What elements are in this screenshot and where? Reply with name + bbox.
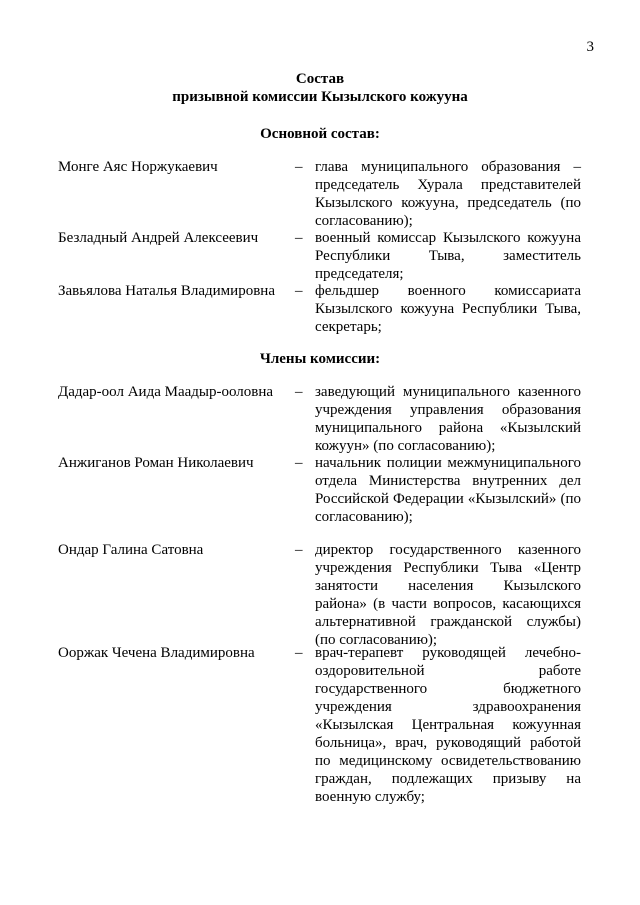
member-name: Анжиганов Роман Николаевич: [58, 455, 254, 471]
member-dash: –: [295, 645, 303, 661]
member-role: фельдшер военного комиссариата Кызылского кожууна Республики Тыва, секретарь;: [315, 283, 581, 335]
member-dash: –: [295, 159, 303, 175]
member-name: Дадар-оол Аида Маадыр-ооловна: [58, 384, 274, 400]
title-line-1: Состав: [295, 71, 345, 87]
main-member-row: [58, 158, 592, 229]
document-title: [0, 70, 640, 106]
member-role: заведующий муниципального казенного учреждения управления образования муниципального района «Кызылский кожуун» (по согласованию);: [315, 384, 581, 454]
commission-member-row: [58, 541, 592, 648]
main-member-row: [58, 282, 592, 335]
member-role: начальник полиции межмуниципального отдела Министерства внутренних дел Российской Федерации «Кызылский» (по согласованию);: [315, 455, 581, 525]
member-dash: –: [295, 230, 303, 246]
main-member-row: [58, 229, 592, 282]
commission-member-row: [58, 644, 592, 805]
member-dash: –: [295, 384, 303, 400]
member-name: Завьялова Наталья Владимировна: [58, 283, 275, 299]
member-dash: –: [295, 283, 303, 299]
commission-member-row: [58, 383, 592, 454]
member-role: глава муниципального образования – председатель Хурала представителей Кызылского кожууна, председатель (по согласованию);: [315, 159, 581, 229]
title-line-2: призывной комиссии Кызылского кожууна: [172, 89, 468, 105]
member-dash: –: [295, 542, 303, 558]
member-name: Ондар Галина Сатовна: [58, 542, 204, 558]
member-name: Ооржак Чечена Владимировна: [58, 645, 255, 661]
page-number: 3: [586, 39, 594, 55]
member-dash: –: [295, 455, 303, 471]
member-name: Монге Аяс Норжукаевич: [58, 159, 218, 175]
main-composition-heading: Основной состав:: [260, 126, 380, 142]
member-name: Безладный Андрей Алексеевич: [58, 230, 259, 246]
member-role: военный комиссар Кызылского кожууна Республики Тыва, заместитель председателя;: [315, 230, 581, 282]
commission-member-row: [58, 454, 592, 525]
member-role: врач-терапевт руководящей лечебно-оздоровительной работе государственного бюджетного учреждения здравоохранения «Кызылская Центральная кожуунная больница», врач, руководящий работой по медицинскому освидетельствованию граждан, подлежащих призыву на военную службу;: [315, 645, 581, 805]
commission-members-heading: Члены комиссии:: [259, 351, 381, 367]
member-role: директор государственного казенного учреждения Республики Тыва «Центр занятости населения Кызылского района» (в части вопросов, касающихся альтернативной гражданской службы) (по согласованию);: [315, 542, 581, 648]
